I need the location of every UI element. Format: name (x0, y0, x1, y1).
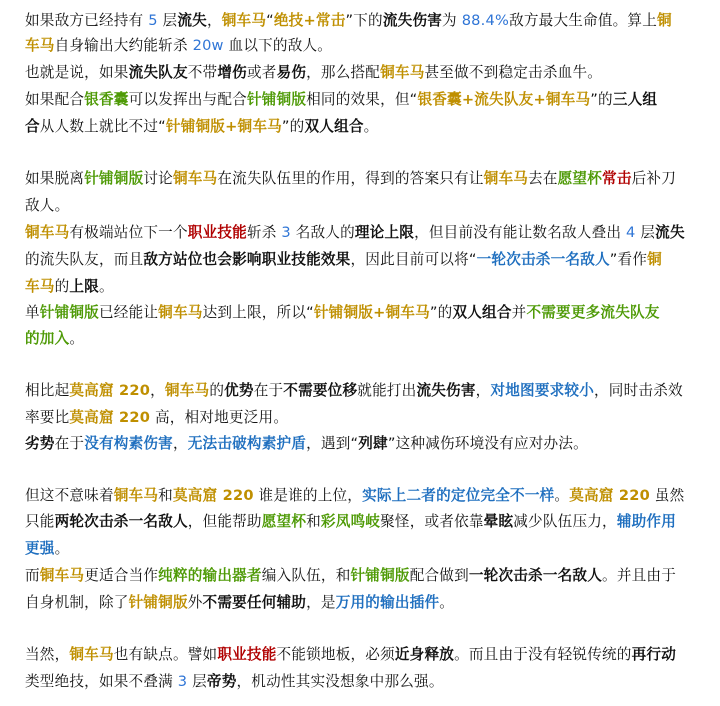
text-segment: ，但目前没有能让数名敌人叠出 (414, 224, 627, 241)
highlighted-term: 针铺铜版 (128, 594, 188, 611)
highlighted-term: 流失伤害 (382, 12, 443, 29)
highlighted-term: 针铺铜版+铜车马 (313, 304, 430, 321)
text-segment: 编入队伍，和 (261, 567, 351, 584)
text-segment: ”的 (590, 91, 613, 108)
highlighted-term: 常击 (602, 170, 632, 187)
text-segment: 层 (157, 12, 178, 29)
highlighted-term: 针铺铜版+铜车马 (165, 118, 282, 135)
text-segment: 和 (306, 513, 321, 530)
text-segment: ，是 (306, 594, 336, 611)
text-segment: 斩杀 (246, 224, 282, 241)
highlighted-term: 铜车马 (39, 567, 85, 584)
text-line (25, 222, 685, 244)
highlighted-term: 彩凤鸣岐 (320, 513, 381, 530)
text-segment: 相比起 (25, 382, 70, 399)
text-segment: 在于 (253, 382, 284, 399)
text-segment: ， (172, 435, 188, 452)
highlighted-term: 20w (192, 37, 224, 54)
highlighted-term: 莫高窟 220 (172, 487, 254, 504)
highlighted-term: 流失队友 (128, 64, 188, 81)
text-segment: ， (150, 382, 165, 399)
text-segment: 可以发挥出与配合 (128, 91, 247, 108)
highlighted-term: 双人组合 (452, 304, 512, 321)
text-segment: 层 (187, 673, 207, 690)
text-segment: ”的 (281, 118, 305, 135)
highlighted-term: 铜车马 (113, 487, 159, 504)
highlighted-term: 再行动 (631, 646, 676, 663)
highlighted-term: 铜车马 (172, 170, 218, 187)
text-segment: ，因此目前可以将“ (350, 251, 477, 268)
highlighted-term: 4 (626, 224, 636, 241)
highlighted-term: 增伤 (217, 64, 247, 81)
highlighted-term: 车马 (25, 278, 55, 295)
text-segment: 谁是谁的上位， (253, 487, 363, 504)
highlighted-term: 铜车马 (164, 382, 210, 399)
text-segment: 更适合当作 (84, 567, 159, 584)
text-segment: 和 (158, 487, 173, 504)
highlighted-term: 不需要任何辅助 (202, 594, 307, 611)
text-segment: 如果配合 (25, 91, 85, 108)
highlighted-term: 银香囊 (84, 91, 129, 108)
text-segment: 名敌人的 (290, 224, 355, 241)
text-line (25, 35, 332, 57)
text-segment: ”这种减伤环境没有应对办法。 (387, 435, 588, 452)
text-segment: 敌方最大生命值。算上 (509, 12, 658, 29)
highlighted-term: 上限 (69, 278, 99, 295)
text-segment: 。并且由于 (602, 567, 677, 584)
highlighted-term: 铜车马 (221, 12, 267, 29)
text-segment: 。 (363, 118, 379, 135)
highlighted-term: 银香囊+流失队友+铜车马 (417, 91, 591, 108)
text-segment: 类型绝技，如果不叠满 (25, 673, 178, 690)
highlighted-term: 纯粹的输出器者 (158, 567, 262, 584)
highlighted-term: 铜车马 (69, 646, 114, 663)
highlighted-term: 不需要位移 (283, 382, 358, 399)
highlighted-term: 对地图要求较小 (490, 382, 595, 399)
text-segment: 。而且由于没有轻锐传统的 (454, 646, 632, 663)
text-segment: 在流失队伍里的作用，得到的答案只有让 (217, 170, 484, 187)
text-segment: 自身输出大约能斩杀 (54, 37, 193, 54)
highlighted-term: 万用的输出插件 (335, 594, 440, 611)
highlighted-term: 流失 (177, 12, 207, 29)
text-line (25, 565, 676, 587)
highlighted-term: 列肆 (358, 435, 388, 452)
text-segment: 甚至做不到稳定击杀血牛。 (424, 64, 603, 81)
highlighted-term: 5 (148, 12, 158, 29)
highlighted-term: 莫高窟 220 (569, 487, 650, 504)
highlighted-term: 帝势 (206, 673, 237, 690)
text-segment: ”下的 (345, 12, 383, 29)
text-segment: 。 (54, 540, 70, 557)
text-segment: 。 (554, 487, 570, 504)
highlighted-term: 针铺铜版 (246, 91, 307, 108)
text-segment: 就能打出 (357, 382, 417, 399)
highlighted-term: 针铺铜版 (39, 304, 99, 321)
highlighted-term: 实际上二者的定位完全不一样 (362, 487, 555, 504)
text-segment: 外 (187, 594, 203, 611)
highlighted-term: 合 (25, 118, 40, 135)
text-segment: 单 (25, 304, 40, 321)
highlighted-term: 双人组合 (304, 118, 364, 135)
text-line (25, 89, 657, 111)
highlighted-term: 晕眩 (483, 513, 514, 530)
text-segment: 自身机制，除了 (25, 594, 129, 611)
text-segment: 在于 (54, 435, 85, 452)
highlighted-term: 不需要更多流失队友 (526, 304, 660, 321)
highlighted-term: 针铺铜版 (350, 567, 410, 584)
highlighted-term: 愿望杯 (261, 513, 307, 530)
text-segment: 不能锁地板，必须 (276, 646, 395, 663)
highlighted-term: 莫高窟 220 (69, 382, 151, 399)
highlighted-term: 流失 (655, 224, 685, 241)
text-segment: 但这不意味着 (25, 487, 114, 504)
highlighted-term: 88.4% (461, 12, 510, 29)
text-segment: 去在 (528, 170, 558, 187)
text-segment: ”看作 (609, 251, 648, 268)
text-segment: 从人数上就比不过“ (39, 118, 166, 135)
text-line (25, 302, 660, 324)
highlighted-term: 铜 (647, 251, 662, 268)
highlighted-term: 无法击破构素护盾 (187, 435, 307, 452)
text-segment: ，同时击杀效 (594, 382, 683, 399)
text-segment: 率要比 (25, 409, 70, 426)
text-segment: 当然， (25, 646, 70, 663)
text-segment: ”的 (429, 304, 453, 321)
text-segment: 讨论 (143, 170, 173, 187)
highlighted-term: 两轮次击杀一名敌人 (54, 513, 188, 530)
text-segment: 如果敌方已经持有 (25, 12, 149, 29)
text-segment: 也就是说，如果 (25, 64, 129, 81)
text-segment: 血以下的敌人。 (223, 37, 333, 54)
text-segment: 。 (98, 278, 114, 295)
highlighted-term: 一轮次击杀一名敌人 (476, 251, 610, 268)
text-segment: 只能 (25, 513, 55, 530)
text-segment: 配合做到 (409, 567, 469, 584)
text-line (25, 276, 114, 298)
highlighted-term: 劣势 (25, 435, 55, 452)
highlighted-term: 绝技+常击 (273, 12, 346, 29)
text-line (25, 195, 69, 217)
highlighted-term: 愿望杯 (557, 170, 603, 187)
highlighted-term: 理论上限 (354, 224, 415, 241)
text-segment: 并 (511, 304, 527, 321)
text-segment: 已经能让 (98, 304, 159, 321)
text-line (25, 485, 684, 507)
text-segment: ， (206, 12, 222, 29)
text-line (25, 511, 676, 533)
text-line (25, 538, 69, 560)
highlighted-term: 优势 (224, 382, 254, 399)
highlighted-term: 车马 (25, 37, 55, 54)
text-segment: ，那么搭配 (306, 64, 381, 81)
text-line (25, 10, 672, 32)
text-line (25, 328, 84, 350)
text-segment: 聚怪，或者依靠 (380, 513, 484, 530)
text-segment: 而 (25, 567, 40, 584)
text-segment: 后补刀 (631, 170, 677, 187)
text-line (25, 62, 602, 84)
text-segment: ， (475, 382, 491, 399)
text-line (25, 380, 683, 402)
text-segment: 的 (209, 382, 225, 399)
text-segment: 的流失队友，而且 (25, 251, 144, 268)
text-segment: 不带 (187, 64, 218, 81)
text-segment: ，但能帮助 (187, 513, 262, 530)
highlighted-term: 近身释放 (394, 646, 455, 663)
text-segment: 达到上限，所以“ (202, 304, 314, 321)
text-segment: 或者 (246, 64, 277, 81)
highlighted-term: 易伤 (276, 64, 307, 81)
text-segment: 层 (635, 224, 656, 241)
text-segment: 为 (442, 12, 462, 29)
highlighted-term: 没有构素伤害 (84, 435, 173, 452)
highlighted-term: 铜 (657, 12, 672, 29)
highlighted-term: 的加入 (25, 330, 70, 347)
highlighted-term: 流失伤害 (416, 382, 476, 399)
highlighted-term: 铜车马 (380, 64, 425, 81)
text-segment: 敌人。 (25, 197, 70, 214)
text-segment: 。 (69, 330, 85, 347)
highlighted-term: 莫高窟 220 (69, 409, 151, 426)
text-segment: 相同的效果，但“ (306, 91, 418, 108)
text-line (25, 592, 454, 614)
text-segment: ，遇到“ (306, 435, 359, 452)
highlighted-term: 3 (177, 673, 188, 690)
text-line (25, 116, 378, 138)
text-segment: 虽然 (649, 487, 685, 504)
text-segment: “ (266, 12, 274, 29)
text-line (25, 644, 676, 666)
text-line (25, 433, 588, 455)
highlighted-term: 针铺铜版 (84, 170, 144, 187)
highlighted-term: 铜车马 (158, 304, 203, 321)
highlighted-term: 辅助作用 (616, 513, 677, 530)
highlighted-term: 更强 (25, 540, 55, 557)
text-segment: 高，相对地更泛用。 (150, 409, 289, 426)
text-line (25, 671, 444, 693)
highlighted-term: 职业技能 (187, 224, 247, 241)
text-segment: 如果脱离 (25, 170, 85, 187)
highlighted-term: 一轮次击杀一名敌人 (468, 567, 603, 584)
text-line (25, 407, 288, 429)
text-segment: 的 (54, 278, 70, 295)
text-segment: 也有缺点。譬如 (113, 646, 218, 663)
highlighted-term: 铜车马 (25, 224, 70, 241)
text-segment: 。 (439, 594, 455, 611)
highlighted-term: 3 (281, 224, 291, 241)
text-line (25, 249, 662, 271)
highlighted-term: 职业技能 (217, 646, 277, 663)
text-segment: 减少队伍压力， (513, 513, 617, 530)
text-segment: 有极端站位下一个 (69, 224, 188, 241)
highlighted-term: 铜车马 (483, 170, 529, 187)
text-segment: ，机动性其实没想象中那么强。 (236, 673, 444, 690)
text-line (25, 168, 676, 190)
highlighted-term: 敌方站位也会影响职业技能效果 (143, 251, 351, 268)
highlighted-term: 三人组 (612, 91, 658, 108)
